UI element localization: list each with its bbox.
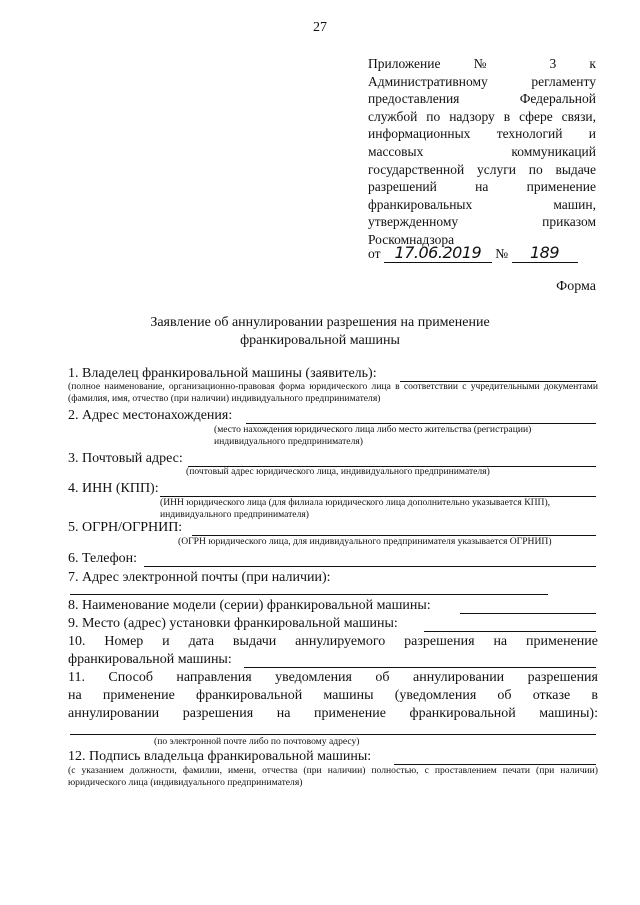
appendix-line: государственной услуги по выдаче xyxy=(368,161,596,177)
field-11-line-3: аннулировании разрешения на применение франкировальной машины): xyxy=(68,706,598,721)
form-label: Форма xyxy=(556,279,596,294)
field-9-label: 9. Место (адрес) установки франкировальной машины: xyxy=(68,616,398,631)
field-8-label: 8. Наименование модели (серии) франкировальной машины: xyxy=(68,598,431,613)
order-number-sign: № xyxy=(495,246,509,261)
appendix-line: разрешений на применение xyxy=(368,179,596,195)
field-5-label: 5. ОГРН/ОГРНИП: xyxy=(68,520,183,535)
appendix-line: информационных технологий и xyxy=(368,126,596,142)
title-line-2: франкировальной машины xyxy=(240,333,400,348)
field-2-label: 2. Адрес местонахождения: xyxy=(68,408,233,423)
field-7-label: 7. Адрес электронной почты (при наличии): xyxy=(68,570,331,585)
appendix-line: Административному регламенту xyxy=(368,73,596,89)
appendix-line: Приложение № 3 к xyxy=(368,56,596,71)
field-2-note-2: индивидуального предпринимателя) xyxy=(214,436,363,447)
appendix-line: массовых коммуникаций xyxy=(368,143,596,159)
field-8-input-line[interactable] xyxy=(460,613,596,614)
field-11-input-line[interactable] xyxy=(70,734,596,735)
field-12-note: (с указанием должности, фамилии, имени, отчества (при наличии) полностью, с проставлением печати (при наличии) юридического лица (индивидуального предпринимателя) xyxy=(68,765,598,788)
order-number-handwritten: 189 xyxy=(529,243,560,262)
field-6-input-line[interactable] xyxy=(144,566,596,567)
field-1-label: 1. Владелец франкировальной машины (заявитель): xyxy=(68,366,377,381)
field-11-note: (по электронной почте либо по почтовому адресу) xyxy=(154,736,360,747)
appendix-line: франкировальных машин, xyxy=(368,196,596,212)
field-7-input-line[interactable] xyxy=(70,594,548,595)
field-4-note-1: (ИНН юридического лица (для филиала юридического лица дополнительно указывается КПП), xyxy=(160,497,551,508)
field-1-note: (полное наименование, организационно-правовая форма юридического лица в соответствии с учредительными документами (фамилия, имя, отчество (при наличии) индивидуального предпринимателя) xyxy=(68,381,598,404)
order-date-field xyxy=(384,243,492,263)
order-date-handwritten: 17.06.2019 xyxy=(394,243,482,262)
order-date-line xyxy=(368,243,578,263)
appendix-header xyxy=(368,55,596,249)
field-10-input-line[interactable] xyxy=(244,667,596,668)
field-9-input-line[interactable] xyxy=(424,631,596,632)
appendix-line: предоставления Федеральной xyxy=(368,91,596,107)
field-6-label: 6. Телефон: xyxy=(68,551,138,566)
field-10-line-1: 10. Номер и дата выдачи аннулируемого разрешения на применение xyxy=(68,634,598,649)
field-3-note: (почтовый адрес юридического лица, индивидуального предпринимателя) xyxy=(186,466,490,477)
field-4-note-2: индивидуального предпринимателя) xyxy=(160,509,309,520)
order-date-prefix: от xyxy=(368,246,381,261)
field-10-line-2: франкировальной машины: xyxy=(68,652,232,667)
field-12-label: 12. Подпись владельца франкировальной машины: xyxy=(68,749,372,764)
field-3-label: 3. Почтовый адрес: xyxy=(68,451,183,466)
field-11-line-1: 11. Способ направления уведомления об аннулировании разрешения xyxy=(68,670,598,685)
appendix-line: утвержденному приказом xyxy=(368,214,596,230)
appendix-line: службой по надзору в сфере связи, xyxy=(368,108,596,124)
field-11-line-2: на применение франкировальной машины (уведомления об отказе в xyxy=(68,688,598,703)
document-title xyxy=(0,314,640,350)
field-4-label: 4. ИНН (КПП): xyxy=(68,481,159,496)
title-line-1: Заявление об аннулировании разрешения на применение xyxy=(150,315,490,330)
order-number-field xyxy=(512,243,578,263)
field-2-note-1: (место нахождения юридического лица либо место жительства (регистрации) xyxy=(214,424,532,435)
page-number: 27 xyxy=(313,20,327,35)
field-5-note: (ОГРН юридического лица, для индивидуального предпринимателя указывается ОГРНИП) xyxy=(178,536,552,547)
appendix-line: Роскомнадзора xyxy=(368,231,455,247)
